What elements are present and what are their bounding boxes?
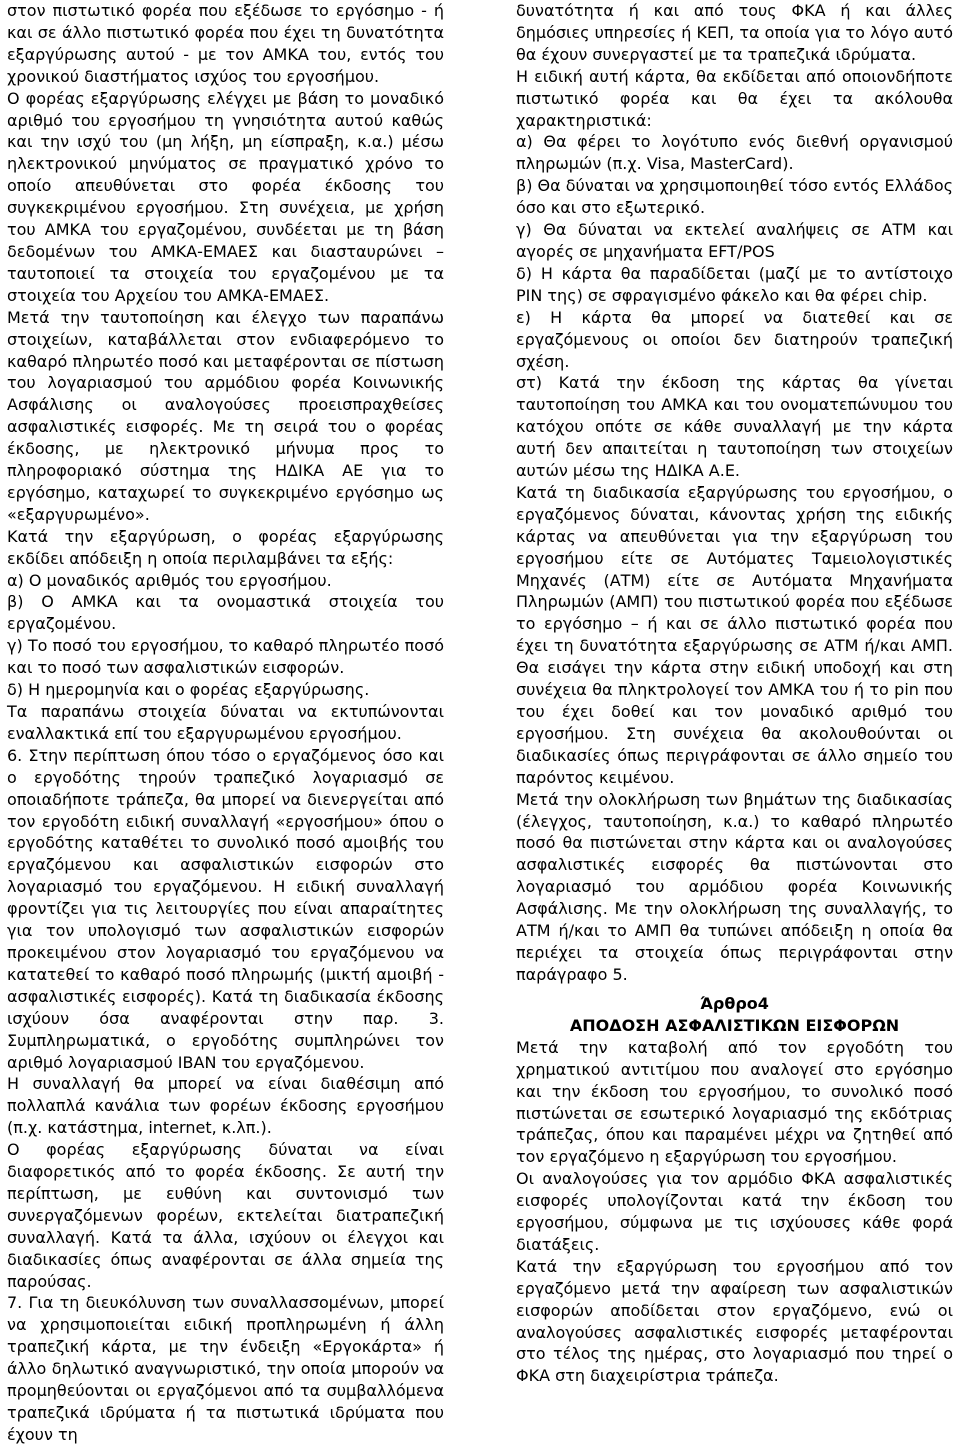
card-feature-d: δ) Η κάρτα θα παραδίδεται (μαζί με το αντίστοιχο PIN της) σε σφραγισμένο φάκελο και θα φέρει chip. xyxy=(516,263,953,305)
card-feature-c: γ) Θα δύναται να εκτελεί αναλήψεις σε ΑΤΜ και αγορές σε μηχανήματα EFT/POS xyxy=(516,220,953,261)
paragraph-left-3: Κατά την εξαργύρωση, ο φορέας εξαργύρωσης εκδίδει απόδειξη η οποία περιλαμβάνει τα εξής: xyxy=(7,526,444,568)
card-feature-st: στ) Κατά την έκδοση της κάρτας θα γίνεται ταυτοποίηση του ΑΜΚΑ και του ονοματεπώνυμου του κατόχου οπότε σε κάθε συναλλαγή με την κάρτα αυτή δεν απαιτείται η ταυτοποίηση των στοιχείων αυτών μέσω της ΗΔΙΚΑ Α.Ε. xyxy=(516,373,953,481)
paragraph-left-10: Η συναλλαγή θα μπορεί να είναι διαθέσιμη από πολλαπλά κανάλια των φορέων έκδοσης εργοσήμου (π.χ. κατάστημα, internet, κ.λπ.). xyxy=(7,1074,444,1138)
paragraph-right-9: Μετά την ολοκλήρωση των βημάτων της διαδικασίας (έλεγχος, ταυτοποίηση, κ.α.) το καθαρό πληρωτέο ποσό θα πιστώνεται στην κάρτα και οι αναλογούσες ασφαλιστικές εισφορές θα πιστώνονται στο λογαριασμό του αρμόδιου φορέα Κοινωνικής Ασφάλισης. Με την ολοκλήρωση της συναλλαγής, το ΑΤΜ ή/και το ΑΜΠ θα τυπώνει απόδειξη η οποία θα περιέχει τα στοιχεία όπως περιγράφονται στην παράγραφο 5. xyxy=(516,789,953,984)
paragraph-article-2: Κατά την εξαργύρωση του εργοσήμου από τον εργαζόμενο μετά την αφαίρεση των ασφαλιστικών εισφορών αποδίδεται στον εργαζόμενο, ενώ οι αναλογούσες ασφαλιστικές εισφορές μεταφέρονται στο τέλος της ημέρας, στο λογαριασμό που τηρεί ο ΦΚΑ στη διαχειρίστρια τράπεζα. xyxy=(516,1256,953,1386)
paragraph-left-0: στον πιστωτικό φορέα που εξέδωσε το εργόσημο - ή και σε άλλο πιστωτικό φορέα που έχει τη δυνατότητα εξαργύρωσης αυτού - με τον ΑΜΚΑ του, εντός του χρονικού διαστήματος ισχύος του εργοσήμου. xyxy=(7,1,444,86)
card-feature-b: β) Θα δύναται να χρησιμοποιηθεί τόσο εντός Ελλάδος όσο και στο εξωτερικό. xyxy=(516,176,954,218)
paragraph-left-8: Τα παραπάνω στοιχεία δύναται να εκτυπώνονται εναλλακτικά επί του εξαργυρωμένου εργοσήμου. xyxy=(7,702,444,743)
article-number: Άρθρο4 xyxy=(700,993,769,1013)
article-title: ΑΠΟΔΟΣΗ ΑΣΦΑΛΙΣΤΙΚΩΝ ΕΙΣΦΟΡΩΝ xyxy=(569,1015,900,1035)
paragraph-right-8: Κατά τη διαδικασία εξαργύρωσης του εργοσήμου, ο εργαζόμενος δύναται, κάνοντας χρήση της ειδικής κάρτας να απευθύνεται για την εξαργύρωση του εργοσήμου είτε σε Αυτόματες Ταμειολογιστικές Μηχανές (ΑΤΜ) είτε σε Αυτόματα Μηχανήματα Πληρωμών (ΑΜΠ) του πιστωτικού φορέα που εξέδωσε το εργόσημο – ή και σε άλλο πιστωτικό φορέα που έχει τη δυνατότητα εξαργύρωσης σε ΑΤΜ ή/και ΑΜΠ. Θα εισάγει την κάρτα στην ειδική υποδοχή και στη συνέχεια θα πληκτρολογεί τον ΑΜΚΑ του ή το pin που του έχει δοθεί και τον μοναδικό αριθμό του εργοσήμου. Στη συνέχεια θα ακολουθούνται οι διαδικασίες όπως περιγράφονται σε άλλο σημείο του παρόντος κειμένου. xyxy=(516,482,953,787)
paragraph-right-1: Η ειδική αυτή κάρτα, θα εκδίδεται από οποιονδήποτε πιστωτικό φορέα και θα έχει τα ακόλουθα χαρακτηριστικά: xyxy=(516,66,953,130)
list-item-b: β) Ο ΑΜΚΑ και τα ονομαστικά στοιχεία του εργαζομένου. xyxy=(7,592,444,634)
card-feature-e: ε) Η κάρτα θα μπορεί να διατεθεί και σε εργαζόμενους οι οποίοι δεν διατηρούν τραπεζική σχέση. xyxy=(516,307,953,371)
paragraph-left-item-6: 6. Στην περίπτωση όπου τόσο ο εργαζόμενος όσο και ο εργοδότης τηρούν τραπεζικό λογαριασμό σε οποιαδήποτε τράπεζα, θα μπορεί να διενεργείται από τον εργοδότη ειδική συναλλαγή «εργοσήμου» όπου ο εργοδότης καταθέτει το συνολικό ποσό αμοιβής του εργαζόμενου και ασφαλιστικών εισφορών στο λογαριασμό του εργαζόμενου. Η ειδική συναλλαγή φροντίζει για τις λειτουργίες που είναι απαραίτητες για τον υπολογισμό των ασφαλιστικών εισφορών προκειμένου στον λογαριασμό του εργαζόμενου να κατατεθεί το καθαρό ποσό πληρωμής (μικτή αμοιβή - ασφαλιστικές εισφορές). Κατά τη διαδικασία έκδοσης ισχύουν όσα αναφέρονται στην παρ. 3. Συμπληρωματικά, ο εργοδότης συμπληρώνει τον αριθμό λογαριασμού IBAN του εργαζόμενου. xyxy=(7,745,444,1072)
list-item-c: γ) Το ποσό του εργοσήμου, το καθαρό πληρωτέο ποσό και το ποσό των ασφαλιστικών εισφορών. xyxy=(7,636,444,678)
left-column xyxy=(7,0,444,1446)
paragraph-article-1: Οι αναλογούσες για τον αρμόδιο ΦΚΑ ασφαλιστικές εισφορές υπολογίζονται κατά την έκδοση του εργοσήμου, σύμφωνα με τις ισχύουσες κάθε φορά διατάξεις. xyxy=(516,1169,953,1254)
list-item-a: α) Ο μοναδικός αριθμός του εργοσήμου. xyxy=(7,570,332,590)
paragraph-left-item-7: 7. Για τη διευκόλυνση των συναλλασσομένων, μπορεί να χρησιμοποιείται ειδική προπληρωμένη ή άλλη τραπεζική κάρτα, με την ένδειξη «Εργοκάρτα» ή άλλο δηλωτικό αναγνωριστικό, την οποία μπορούν να προμηθεύονται οι εργαζόμενοι από τα συμβαλλόμενα τραπεζικά ιδρύματα ή τα πιστωτικά ιδρύματα που έχουν τη xyxy=(7,1293,444,1444)
right-column xyxy=(516,0,953,1387)
list-item-d: δ) Η ημερομηνία και ο φορέας εξαργύρωσης. xyxy=(7,680,370,700)
paragraph-article-0: Μετά την καταβολή από τον εργοδότη του χρηματικού αντιτίμου που αναλογεί στο εργόσημο και την έκδοση του εργοσήμου, το συνολικό ποσό πιστώνεται σε εσωτερικό λογαριασμό της εκδότριας τράπεζας, όπου και παραμένει μέχρι να ζητηθεί από τον εργαζόμενο η εξαργύρωση του εργοσήμου. xyxy=(516,1037,953,1167)
card-feature-a: α) Θα φέρει το λογότυπο ενός διεθνή οργανισμού πληρωμών (π.χ. Visa, MasterCard). xyxy=(516,132,953,174)
paragraph-right-0: δυνατότητα ή και από τους ΦΚΑ ή και άλλες δημόσιες υπηρεσίες ή ΚΕΠ, τα οποία για το λόγο αυτό θα έχουν συνεργαστεί με τα τραπεζικά ιδρύματα. xyxy=(516,1,953,64)
paragraph-left-2: Μετά την ταυτοποίηση και έλεγχο των παραπάνω στοιχείων, καταβάλλεται στον ενδιαφερόμενο το καθαρό πληρωτέο ποσό και μεταφέρονται σε πίστωση του λογαριασμού του αρμόδιου φορέα Κοινωνικής Ασφάλισης οι αναλογούσες προεισπραχθείσες ασφαλιστικές εισφορές. Με τη σειρά του ο φορέας έκδοσης, με ηλεκτρονικό μήνυμα προς το πληροφοριακό σύστημα της ΗΔΙΚΑ ΑΕ για το εργόσημο, καταχωρεί το συγκεκριμένο εργόσημο ως «εξαργυρωμένο». xyxy=(7,307,444,524)
paragraph-left-11: Ο φορέας εξαργύρωσης δύναται να είναι διαφορετικός από το φορέα έκδοσης. Σε αυτή την περίπτωση, με ευθύνη και συντονισμό των συνεργαζόμενων φορέων, εκτελείται διατραπεζική συναλλαγή. Κατά τα άλλα, ισχύουν οι έλεγχοι και διαδικασίες όπως αναφέρονται σε άλλα σημεία της παρούσας. xyxy=(7,1140,444,1291)
paragraph-left-1: Ο φορέας εξαργύρωσης ελέγχει με βάση το μοναδικό αριθμό του εργοσήμου τη γνησιότητα αυτού καθώς και την ισχύ του (μη λήξη, μη είσπραξη, κ.α.) μέσω ηλεκτρονικού μηνύματος σε πραγματικό χρόνο το οποίο απευθύνεται στο φορέα έκδοσης του συγκεκριμένου εργοσήμου. Στη συνέχεια, με χρήση του ΑΜΚΑ του εργαζομένου, συνδέεται με τη βάση δεδομένων του ΑΜΚΑ-ΕΜΑΕΣ και διασταυρώνει – ταυτοποιεί τα στοιχεία του εργαζομένου με τα στοιχεία του Αρχείου του ΑΜΚΑ-ΕΜΑΕΣ. xyxy=(7,88,444,305)
